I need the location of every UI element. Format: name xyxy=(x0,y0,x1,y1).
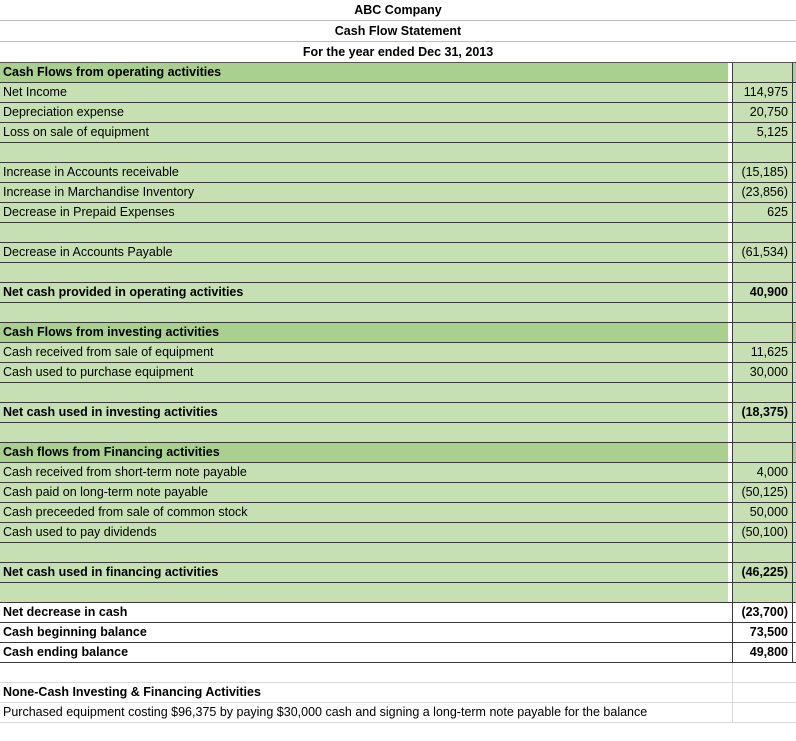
row-value: 4,000 xyxy=(732,463,793,482)
table-row xyxy=(0,163,796,183)
table-row xyxy=(0,323,796,343)
row-label: Cash received from short-term note payable xyxy=(3,465,247,479)
row-value xyxy=(732,223,793,242)
table-row xyxy=(0,303,796,323)
table-row xyxy=(0,483,796,503)
table-row xyxy=(0,523,796,543)
row-value: (46,225) xyxy=(732,563,793,582)
table-row xyxy=(0,383,796,403)
table-row xyxy=(0,203,796,223)
period-title: For the year ended Dec 31, 2013 xyxy=(0,42,796,63)
table-row xyxy=(0,403,796,423)
row-value xyxy=(732,443,793,462)
table-row xyxy=(0,83,796,103)
table-row xyxy=(0,603,796,623)
table-row xyxy=(0,503,796,523)
row-value xyxy=(732,423,793,442)
table-row xyxy=(0,623,796,643)
row-label xyxy=(0,543,728,562)
table-row xyxy=(0,63,796,83)
row-label: Cash used to purchase equipment xyxy=(3,365,194,379)
table-row xyxy=(0,263,796,283)
row-value: 40,900 xyxy=(732,283,793,302)
table-row xyxy=(0,183,796,203)
table-row xyxy=(0,243,796,263)
row-label: Cash paid on long-term note payable xyxy=(3,485,208,499)
row-value xyxy=(732,663,793,682)
row-label xyxy=(0,223,728,242)
table-row xyxy=(0,543,796,563)
row-label xyxy=(0,663,728,682)
row-value xyxy=(732,683,793,702)
row-value: (50,100) xyxy=(732,523,793,542)
row-value: (23,856) xyxy=(732,183,793,202)
table-row xyxy=(0,683,796,703)
row-label: None-Cash Investing & Financing Activities xyxy=(3,685,261,699)
table-row xyxy=(0,443,796,463)
table-row xyxy=(0,223,796,243)
table-row xyxy=(0,703,796,723)
row-label: Decrease in Prepaid Expenses xyxy=(3,205,175,219)
statement-title: Cash Flow Statement xyxy=(0,21,796,42)
row-value xyxy=(732,583,793,602)
table-row xyxy=(0,583,796,603)
table-row xyxy=(0,363,796,383)
row-label: Net cash provided in operating activities xyxy=(3,285,244,299)
row-label xyxy=(0,263,728,282)
table-row xyxy=(0,643,796,663)
row-label: Cash Flows from operating activities xyxy=(3,65,222,79)
row-label: Cash beginning balance xyxy=(3,625,147,639)
row-value: 625 xyxy=(732,203,793,222)
row-value xyxy=(732,543,793,562)
row-label xyxy=(0,423,728,442)
row-label: Net cash used in investing activities xyxy=(3,405,218,419)
table-row xyxy=(0,103,796,123)
row-label: Net Income xyxy=(3,85,67,99)
table-row xyxy=(0,423,796,443)
company-title: ABC Company xyxy=(0,0,796,21)
table-row xyxy=(0,143,796,163)
row-label xyxy=(0,383,728,402)
row-label: Cash Flows from investing activities xyxy=(3,325,220,339)
table-row xyxy=(0,463,796,483)
row-label: Cash ending balance xyxy=(3,645,129,659)
row-value xyxy=(732,263,793,282)
row-value xyxy=(732,703,793,722)
row-label: Loss on sale of equipment xyxy=(3,125,149,139)
row-value: (18,375) xyxy=(732,403,793,422)
row-value: 30,000 xyxy=(732,363,793,382)
row-label: Net decrease in cash xyxy=(3,605,128,619)
row-value: (61,534) xyxy=(732,243,793,262)
row-label: Cash received from sale of equipment xyxy=(3,345,214,359)
row-value: 114,975 xyxy=(732,83,793,102)
table-row xyxy=(0,343,796,363)
row-value: (15,185) xyxy=(732,163,793,182)
row-value xyxy=(732,323,793,342)
row-value: 11,625 xyxy=(732,343,793,362)
table-row xyxy=(0,663,796,683)
row-label xyxy=(0,143,728,162)
row-value: (50,125) xyxy=(732,483,793,502)
row-label: Cash flows from Financing activities xyxy=(3,445,220,459)
row-label: Increase in Accounts receivable xyxy=(3,165,179,179)
row-value: (23,700) xyxy=(732,603,793,622)
table-row xyxy=(0,563,796,583)
statement-rows xyxy=(0,63,796,723)
row-label: Purchased equipment costing $96,375 by paying $30,000 cash and signing a long-term note payable for the balance xyxy=(3,705,648,719)
row-value: 49,800 xyxy=(732,643,793,662)
row-label: Increase in Marchandise Inventory xyxy=(3,185,195,199)
row-label: Depreciation expense xyxy=(3,105,124,119)
row-label xyxy=(0,583,728,602)
row-label: Decrease in Accounts Payable xyxy=(3,245,173,259)
row-value: 20,750 xyxy=(732,103,793,122)
row-value xyxy=(732,303,793,322)
row-value: 50,000 xyxy=(732,503,793,522)
row-label: Net cash used in financing activities xyxy=(3,565,219,579)
row-value xyxy=(732,143,793,162)
row-value: 5,125 xyxy=(732,123,793,142)
row-value: 73,500 xyxy=(732,623,793,642)
row-label: Cash used to pay dividends xyxy=(3,525,157,539)
row-value xyxy=(732,383,793,402)
table-row xyxy=(0,283,796,303)
row-label xyxy=(0,303,728,322)
row-value xyxy=(732,63,793,82)
row-label: Cash preceeded from sale of common stock xyxy=(3,505,248,519)
table-row xyxy=(0,123,796,143)
